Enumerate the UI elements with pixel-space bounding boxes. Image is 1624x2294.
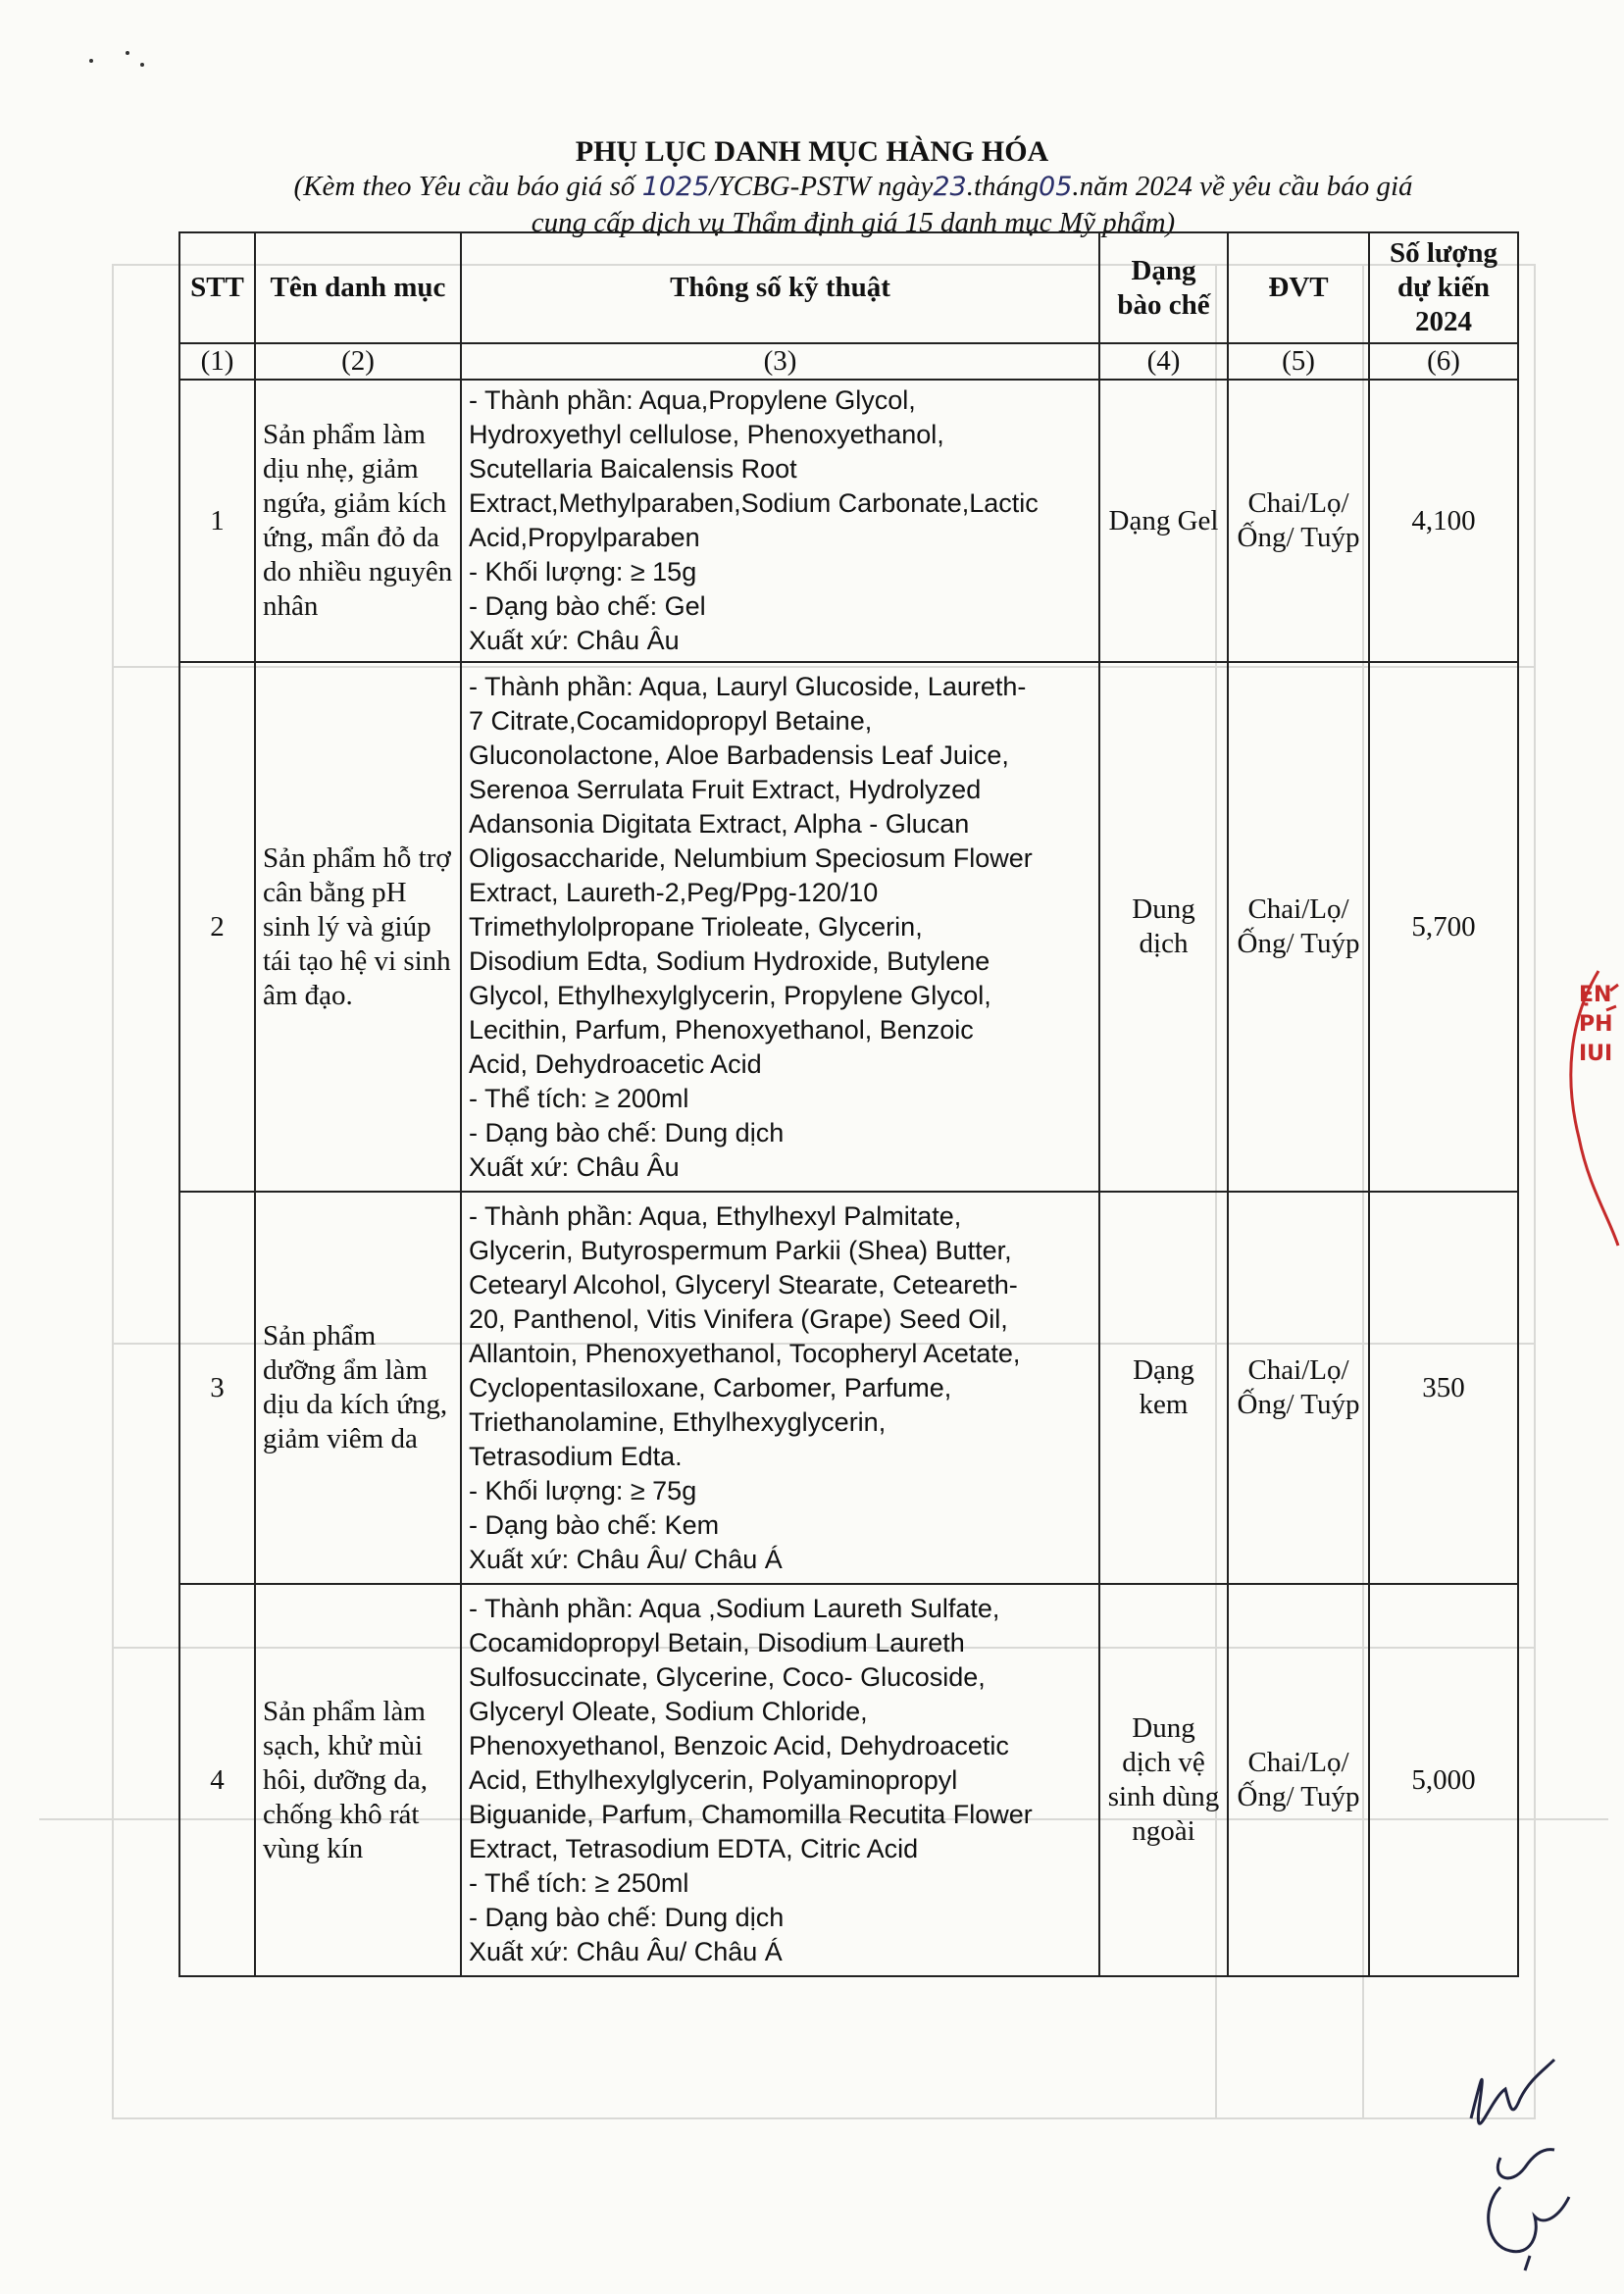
row-unit: Chai/Lọ/ Ống/ Tuýp bbox=[1228, 1192, 1369, 1584]
subtitle-line-1: (Kèm theo Yêu cầu báo giá số 1025/YCBG-PSTW ngày23.tháng05.năm 2024 về yêu cầu báo giá bbox=[293, 171, 1413, 202]
spec-line: - Dạng bào chế: Kem bbox=[469, 1509, 720, 1540]
spec-line: Tetrasodium Edta. bbox=[469, 1441, 683, 1471]
spec-line: - Thành phần: Aqua ,Sodium Laureth Sulfate, bbox=[469, 1593, 1000, 1623]
spec-line: Glyceryl Oleate, Sodium Chloride, bbox=[469, 1696, 868, 1726]
header-unit: ĐVT bbox=[1228, 232, 1369, 343]
handwritten-month: 05 bbox=[1039, 172, 1073, 202]
row-form: Dạng kem bbox=[1099, 1192, 1228, 1584]
spec-line: Disodium Edta, Sodium Hydroxide, Butylene bbox=[469, 945, 990, 976]
row-stt: 3 bbox=[179, 1192, 255, 1584]
header-row bbox=[179, 232, 1518, 343]
handwritten-number: 1025 bbox=[641, 172, 710, 202]
row-unit: Chai/Lọ/ Ống/ Tuýp bbox=[1228, 662, 1369, 1192]
spec-line: Serenoa Serrulata Fruit Extract, Hydrolyzed bbox=[469, 774, 982, 804]
spec-line: Cocamidopropyl Betain, Disodium Laureth bbox=[469, 1627, 965, 1657]
header-stt: STT bbox=[179, 232, 255, 343]
spec-line: Acid,Propylparaben bbox=[469, 523, 700, 552]
row-spec bbox=[461, 1192, 1099, 1584]
spec-line: - Thành phần: Aqua, Ethylhexyl Palmitate, bbox=[469, 1200, 962, 1231]
spec-line: Glycerin, Butyrospermum Parkii (Shea) Butter, bbox=[469, 1235, 1012, 1265]
table-row bbox=[179, 1584, 1518, 1976]
row-spec bbox=[461, 662, 1099, 1192]
row-form: Dung dịch bbox=[1099, 662, 1228, 1192]
spec-line: Biguanide, Parfum, Chamomilla Recutita Flower bbox=[469, 1799, 1033, 1829]
spec-line: Hydroxyethyl cellulose, Phenoxyethanol, bbox=[469, 420, 944, 449]
spec-line: Scutellaria Baicalensis Root bbox=[469, 454, 797, 484]
spec-line: 20, Panthenol, Vitis Vinifera (Grape) Seed Oil, bbox=[469, 1303, 1008, 1334]
spec-line: - Khối lượng: ≥ 15g bbox=[469, 557, 697, 586]
page-title: PHỤ LỤC DANH MỤC HÀNG HÓA bbox=[575, 135, 1049, 168]
spec-line: Oligosaccharide, Nelumbium Speciosum Flower bbox=[469, 842, 1033, 873]
row-name: Sản phẩm dưỡng ẩm làm dịu da kích ứng, giảm viêm da bbox=[255, 1192, 461, 1584]
spec-line: Extract,Methylparaben,Sodium Carbonate,Lactic bbox=[469, 488, 1039, 518]
spec-line: Allantoin, Phenoxyethanol, Tocopheryl Acetate, bbox=[469, 1338, 1021, 1368]
subtitle-line-2: cung cấp dịch vụ Thẩm định giá 15 danh mục Mỹ phẩm) bbox=[531, 207, 1176, 238]
spec-line: Triethanolamine, Ethylhexyglycerin, bbox=[469, 1406, 887, 1437]
spec-line: Sulfosuccinate, Glycerine, Coco- Glucoside, bbox=[469, 1661, 986, 1692]
row-spec bbox=[461, 1584, 1099, 1976]
spec-line: Glycol, Ethylhexylglycerin, Propylene Glycol, bbox=[469, 980, 991, 1010]
row-qty: 350 bbox=[1369, 1192, 1518, 1584]
col-number: (5) bbox=[1228, 343, 1369, 380]
spec-line: Cyclopentasiloxane, Carbomer, Parfume, bbox=[469, 1372, 952, 1402]
spec-line: - Thành phần: Aqua, Lauryl Glucoside, Laureth- bbox=[469, 671, 1027, 701]
header-qty: Số lượng dự kiến 2024 bbox=[1369, 232, 1518, 343]
spec-line: Xuất xứ: Châu Âu/ Châu Á bbox=[469, 1544, 783, 1574]
header-name: Tên danh mục bbox=[255, 232, 461, 343]
row-qty: 5,000 bbox=[1369, 1584, 1518, 1976]
col-number: (3) bbox=[461, 343, 1099, 380]
spec-line: 7 Citrate,Cocamidopropyl Betaine, bbox=[469, 705, 873, 736]
signature-initials bbox=[1451, 2040, 1569, 2197]
row-qty: 5,700 bbox=[1369, 662, 1518, 1192]
row-form: Dung dịch vệ sinh dùng ngoài bbox=[1099, 1584, 1228, 1976]
signature-mark bbox=[1471, 2158, 1589, 2275]
col-number: (2) bbox=[255, 343, 461, 380]
stamp-text: ẸN PH IUI bbox=[1579, 983, 1613, 1066]
spec-line: - Dạng bào chế: Dung dịch bbox=[469, 1902, 785, 1932]
spec-line: Trimethylolpropane Trioleate, Glycerin, bbox=[469, 911, 923, 942]
row-qty: 4,100 bbox=[1369, 380, 1518, 662]
spec-line: - Thành phần: Aqua,Propylene Glycol, bbox=[469, 385, 916, 415]
header-spec: Thông số kỹ thuật bbox=[461, 232, 1099, 343]
col-number: (1) bbox=[179, 343, 255, 380]
row-unit: Chai/Lọ/ Ống/ Tuýp bbox=[1228, 1584, 1369, 1976]
spec-line: Xuất xứ: Châu Âu/ Châu Á bbox=[469, 1936, 783, 1966]
row-name: Sản phẩm làm sạch, khử mùi hôi, dưỡng da, chống khô rát vùng kín bbox=[255, 1584, 461, 1976]
table-row bbox=[179, 662, 1518, 1192]
column-number-row bbox=[179, 343, 1518, 380]
row-stt: 4 bbox=[179, 1584, 255, 1976]
spec-line: - Thể tích: ≥ 200ml bbox=[469, 1083, 689, 1113]
row-stt: 2 bbox=[179, 662, 255, 1192]
handwritten-day: 23 bbox=[933, 172, 967, 202]
row-stt: 1 bbox=[179, 380, 255, 662]
spec-line: Extract, Laureth-2,Peg/Ppg-120/10 bbox=[469, 877, 879, 907]
col-number: (4) bbox=[1099, 343, 1228, 380]
col-number: (6) bbox=[1369, 343, 1518, 380]
row-name: Sản phẩm hỗ trợ cân bằng pH sinh lý và giúp tái tạo hệ vi sinh âm đạo. bbox=[255, 662, 461, 1192]
spec-line: Gluconolactone, Aloe Barbadensis Leaf Juice, bbox=[469, 739, 1009, 770]
spec-line: Lecithin, Parfum, Phenoxyethanol, Benzoic bbox=[469, 1014, 974, 1045]
scan-marks bbox=[83, 39, 172, 78]
spec-line: Phenoxyethanol, Benzoic Acid, Dehydroacetic bbox=[469, 1730, 1009, 1760]
row-spec bbox=[461, 380, 1099, 662]
spec-line: Extract, Tetrasodium EDTA, Citric Acid bbox=[469, 1833, 919, 1863]
spec-line: - Dạng bào chế: Dung dịch bbox=[469, 1117, 785, 1147]
spec-line: Cetearyl Alcohol, Glyceryl Stearate, Ceteareth- bbox=[469, 1269, 1018, 1300]
spec-line: Adansonia Digitata Extract, Alpha - Glucan bbox=[469, 808, 970, 839]
row-form: Dạng Gel bbox=[1099, 380, 1228, 662]
table-row bbox=[179, 1192, 1518, 1584]
header-form: Dạng bào chế bbox=[1099, 232, 1228, 343]
spec-line: - Dạng bào chế: Gel bbox=[469, 591, 706, 621]
row-name: Sản phẩm làm dịu nhẹ, giảm ngứa, giảm kích ứng, mẩn đỏ da do nhiều nguyên nhân bbox=[255, 380, 461, 662]
spec-line: Xuất xứ: Châu Âu bbox=[469, 1151, 680, 1182]
spec-line: - Thể tích: ≥ 250ml bbox=[469, 1867, 689, 1898]
table-row bbox=[179, 380, 1518, 662]
spec-line: Acid, Ethylhexylglycerin, Polyaminopropyl bbox=[469, 1764, 958, 1795]
spec-line: - Khối lượng: ≥ 75g bbox=[469, 1475, 697, 1505]
spec-line: Xuất xứ: Châu Âu bbox=[469, 626, 680, 655]
spec-line: Acid, Dehydroacetic Acid bbox=[469, 1048, 762, 1079]
page-subtitle bbox=[226, 169, 1481, 241]
goods-table bbox=[178, 231, 1519, 1977]
row-unit: Chai/Lọ/ Ống/ Tuýp bbox=[1228, 380, 1369, 662]
